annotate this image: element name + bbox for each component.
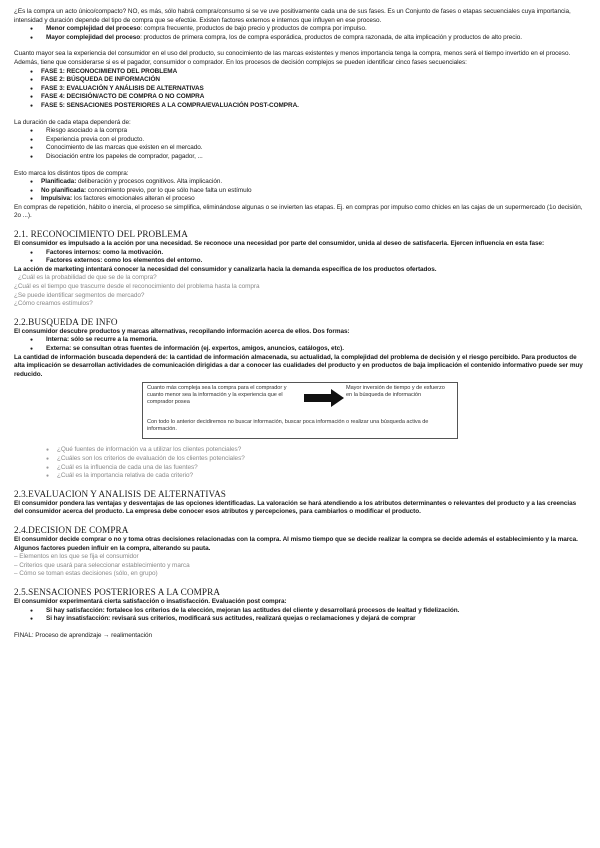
list-item: ● Factores externos: como los elementos del entorno. (32, 257, 586, 266)
list-item: ● Factores internos: como la motivación. (32, 249, 586, 258)
list-item: ● FASE 3: EVALUACIÓN Y ANÁLISIS DE ALTERNATIVAS (32, 85, 586, 94)
phases-list (14, 68, 586, 111)
list-item: ● Riesgo asociado a la compra (32, 127, 586, 136)
section-paragraph: La cantidad de información buscada dependerá de: la cantidad de información almacenada, su actualidad, la complejidad del problema de decisión y el riesgo percibido. Para productos de alta implicación se desarrollan actividades de comunicación dirigidas a dar a conocer las cualidades del producto y en productos de baja implicación el contenido informativo puede ser muy reducido. (14, 353, 583, 378)
section-paragraph: El consumidor experimentará cierta satisfacción o insatisfacción. Evaluación post compra: (14, 597, 287, 605)
question-line: ¿Cuál es el tiempo que trascurre desde el reconocimiento del problema hasta la compra (14, 283, 260, 291)
types-list (14, 178, 586, 204)
list-item: ● Si hay insatisfacción: revisará sus criterios, modificará sus actitudes, realizará quejas o reclamaciones y dejará de comprar (32, 615, 586, 624)
section-paragraph: El consumidor pondera las ventajas y desventajas de las opciones identificadas. La valoración se hará atendiendo a los atributos determinantes o relevantes del producto y a las creencias del consumidor acerca del producto. La empresa debe conocer esos atributos y percepciones, para cambiarlos o modificar el producto. (14, 499, 577, 516)
section-paragraph: El consumidor decide comprar o no y toma otras decisiones relacionadas con la compra. Al mismo tiempo que se decide realizar la compra se decide además el establecimiento y la marca. Algunos factores pueden influir en la compra, alterando su pauta. (14, 535, 578, 552)
diagram-bottom-text: Con todo lo anterior decidiremos no buscar información, buscar poca información o realizar una búsqueda activa de información. (147, 419, 429, 433)
list-item: ● Experiencia previa con el producto. (32, 136, 586, 145)
types-paragraph: Esto marca los distintos tipos de compra: (14, 169, 129, 177)
list-item: ● ¿Cuál es la importancia relativa de cada criterio? (48, 472, 586, 481)
list-item: ● Interna: sólo se recurre a la memoria. (32, 336, 586, 345)
list-item: ● Conocimiento de las marcas que existen en el mercado. (32, 144, 586, 153)
note-line: – Criterios que usará para seleccionar establecimiento y marca (14, 561, 190, 569)
list-item: ● FASE 4: DECISIÓN/ACTO DE COMPRA O NO COMPRA (32, 93, 586, 102)
note-line: – Elementos en los que se fija el consumidor (14, 553, 139, 561)
section-title-reconocimiento: 2.1. RECONOCIMIENTO DEL PROBLEMA (14, 229, 188, 240)
diagram-right-text: Mayor inversión de tiempo y de esfuerzo en la búsqueda de información (346, 385, 445, 399)
info-forms-list (14, 336, 586, 353)
list-item: ● Impulsiva: los factores emocionales alteran el proceso (32, 195, 586, 204)
list-item: ● Menor complejidad del proceso: compra frecuente, productos de bajo precio y productos de compra por impulso. (32, 25, 586, 34)
section-title-sensaciones: 2.5.SENSACIONES POSTERIORES A LA COMPRA (14, 586, 221, 597)
list-item: ● Si hay satisfacción: fortalece los criterios de la elección, mejoran las actitudes del cliente y desarrollará procesos de lealtad y fidelización. (32, 607, 586, 616)
section-paragraph: La acción de marketing intentará conocer la necesidad del consumidor y canalizarla hacia la demanda específica de los productos ofertados. (14, 265, 437, 273)
question-line: ¿Se puede identificar segmentos de mercado? (14, 291, 145, 299)
note-line: – Cómo se toman estas decisiones (sólo, en grupo) (14, 570, 158, 578)
duration-list (14, 127, 586, 161)
list-item: ● FASE 2: BÚSQUEDA DE INFORMACIÓN (32, 76, 586, 85)
section-title-busqueda: 2.2.BUSQUEDA DE INFO (14, 316, 118, 327)
section-paragraph: El consumidor descubre productos y marcas alternativas, recopilando información acerca de ellos. Dos formas: (14, 327, 350, 335)
list-item: ● FASE 1: RECONOCIMIENTO DEL PROBLEMA (32, 68, 586, 77)
info-diagram (142, 382, 458, 439)
final-line: FINAL: Proceso de aprendizaje → realimentación (14, 631, 153, 639)
complexity-list (14, 25, 586, 42)
section-paragraph: El consumidor es impulsado a la acción por una necesidad. Se reconoce una necesidad por parte del consumidor, unida al deseo de satisfacerla. Ejercen influencia en esta fase: (14, 240, 545, 248)
list-item: ● No planificada: conocimiento previo, por lo que sólo hace falta un estímulo (32, 187, 586, 196)
document-page (14, 8, 586, 640)
questions-list (14, 446, 586, 480)
repetition-paragraph: En compras de repetición, hábito o inercia, el proceso se simplifica, eliminándose algunas o se invierten las etapas. Ej. en compras por impulso como chicles en las cajas de un supermercado (1o decisión, 2o ...). (14, 203, 583, 220)
list-item: ● FASE 5: SENSACIONES POSTERIORES A LA COMPRA/EVALUACIÓN POST-COMPRA. (32, 102, 586, 111)
duration-paragraph: La duración de cada etapa dependerá de: (14, 118, 131, 126)
intro-paragraph: ¿Es la compra un acto único/compacto? NO, es más, sólo habrá compra/consumo si se ve uve positivamente cada una de sus fases. Es un Conjunto de fases o etapas secuenciales cuya importancia, intensidad y duración depende del tipo de compra que se efectúe. Existen factores externos e internos que influyen en ese proceso. (14, 8, 571, 24)
list-item: ● Disociación entre los papeles de comprador, pagador, ... (32, 153, 586, 162)
list-item: ● Mayor complejidad del proceso: productos de primera compra, los de compra esporádica, productos de compra razonada, de alta implicación y productos de alto precio. (32, 34, 586, 43)
factors-list (14, 249, 586, 266)
section-title-evaluacion: 2.3.EVALUACION Y ANALISIS DE ALTERNATIVAS (14, 488, 227, 499)
arrow-right-icon (303, 387, 345, 409)
section-title-decision: 2.4.DECISION DE COMPRA (14, 524, 129, 535)
list-item: ● ¿Cuál es la influencia de cada una de las fuentes? (48, 464, 586, 473)
question-line: ¿Cómo creamos estímulos? (14, 300, 93, 308)
experience-paragraph: Cuanto mayor sea la experiencia del consumidor en el uso del producto, su conocimiento de las marcas existentes y menos importancia tenga la compra, menos será el tiempo invertido en el proceso. Además, tiene que considerarse si es el pagador, consumidor o comprador. En los procesos de decisión complejos se pueden identificar cinco fases secuenciales: (14, 50, 571, 66)
list-item: ● ¿Cuáles son los criterios de evaluación de los clientes potenciales? (48, 455, 586, 464)
list-item: ● Planificada: deliberación y procesos cognitivos. Alta implicación. (32, 178, 586, 187)
list-item: ● ¿Qué fuentes de información va a utilizar los clientes potenciales? (48, 446, 586, 455)
question-line: ¿Cuál es la probabilidad de que se de la compra? (18, 274, 157, 282)
diagram-left-text: Cuanto más compleja sea la compra para el comprador y cuanto menor sea la información y la experiencia que el comprador posea (147, 385, 287, 406)
satisfaction-list (14, 607, 586, 624)
list-item: ● Externa: se consultan otras fuentes de información (ej. expertos, amigos, anuncios, catálogos, etc). (32, 345, 586, 354)
